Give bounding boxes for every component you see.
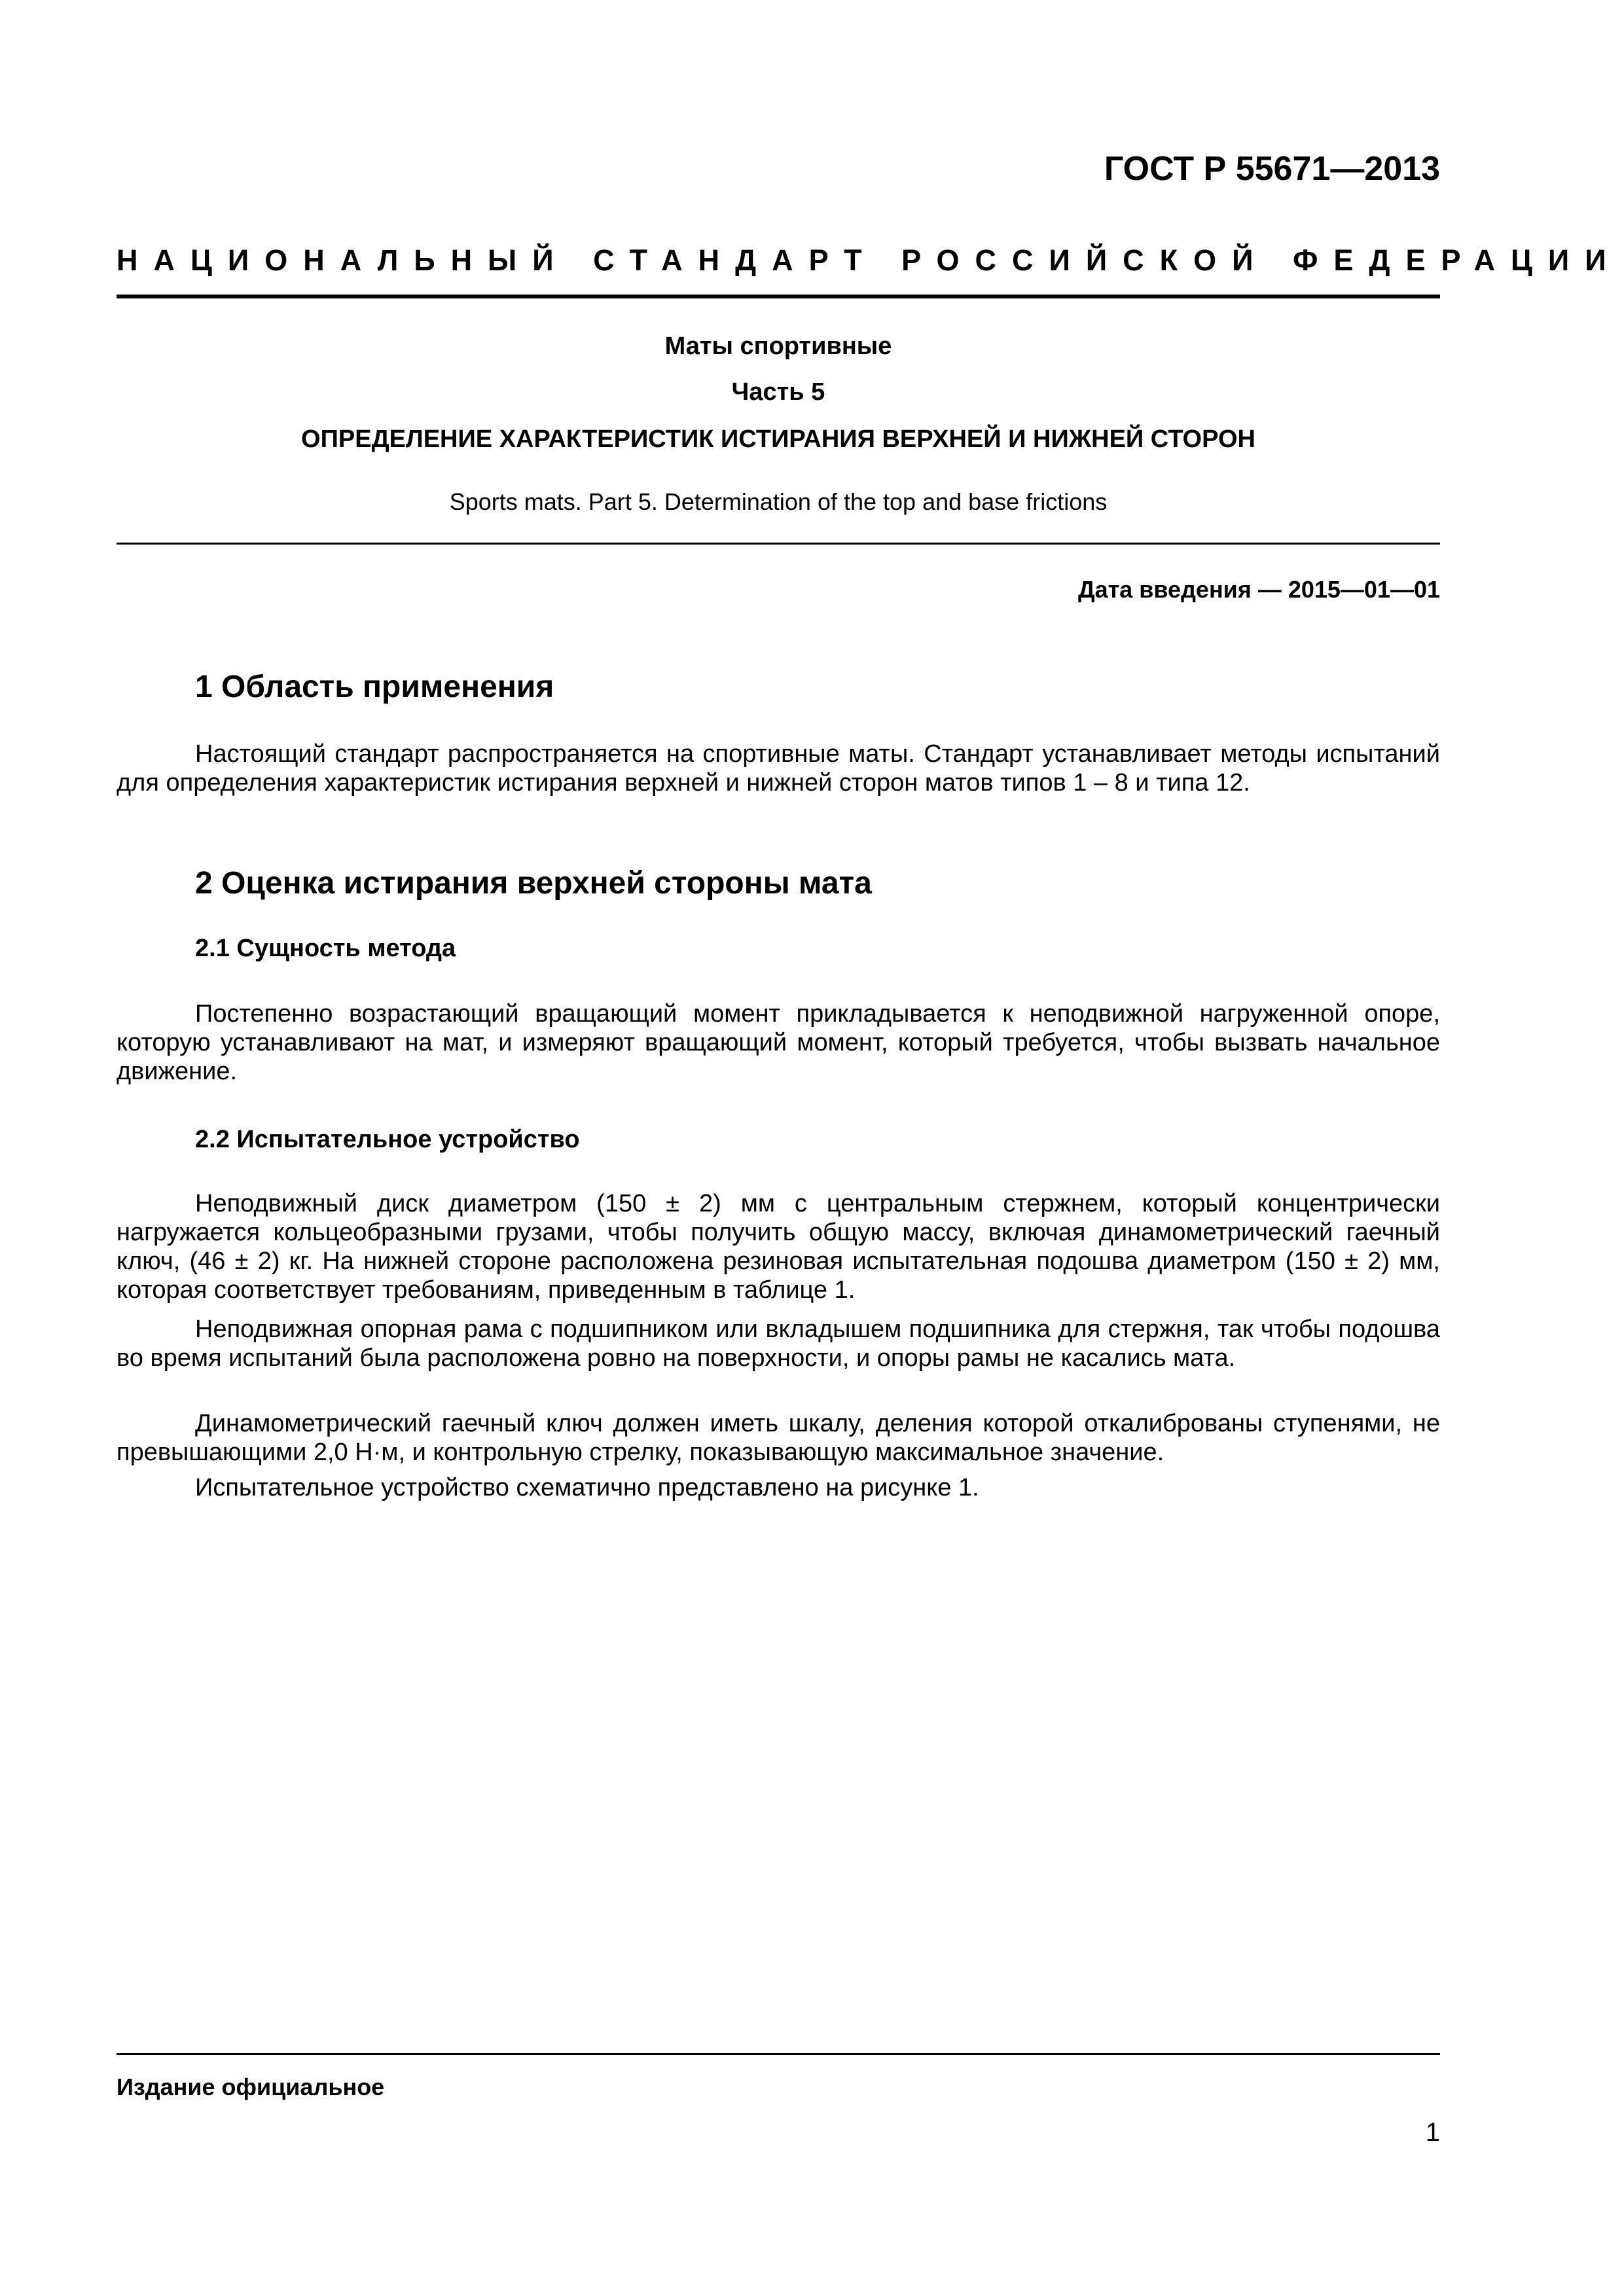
header-divider [117,295,1440,298]
section-2-1-paragraph: Постепенно возрастающий вращающий момент прикладывается к неподвижной нагруженной опоре, которую устанавливают на мат, и измеряют вращающий момент, который требуется, чтобы вызвать начальное движение. [117,1000,1440,1085]
section-2-heading: 2 Оценка истирания верхней стороны мата [195,866,872,901]
standard-designation: ГОСТ Р 55671—2013 [1104,150,1440,188]
section-1-heading: 1 Область применения [195,670,554,704]
section-2-2-heading: 2.2 Испытательное устройство [195,1126,580,1153]
page-number: 1 [1425,2118,1440,2147]
official-edition-label: Издание официальное [117,2073,385,2100]
date-of-introduction: Дата введения — 2015—01—01 [1077,576,1440,603]
title-line-1: Маты спортивные [664,332,892,360]
section-2-2-paragraph-3: Динамометрический гаечный ключ должен иметь шкалу, деления которой откалиброваны ступенями, не превышающими 2,0 Н·м, и контрольную стрелку, показывающую максимальное значение. [117,1410,1440,1466]
national-standard-banner: НАЦИОНАЛЬНЫЙ СТАНДАРТ РОССИЙСКОЙ ФЕДЕРАЦИИ [117,243,1622,277]
section-2-2-paragraph-2: Неподвижная опорная рама с подшипником или вкладышем подшипника для стержня, так чтобы подошва во время испытаний была расположена ровно на поверхности, и опоры рамы не касались мата. [117,1316,1440,1372]
section-2-1-heading: 2.1 Сущность метода [195,935,456,962]
title-divider [117,543,1440,545]
title-line-2: Часть 5 [731,378,825,406]
section-1-paragraph: Настоящий стандарт распространяется на спортивные маты. Стандарт устанавливает методы испытаний для определения характеристик истирания верхней и нижней сторон матов типов 1 – 8 и типа 12. [117,740,1440,797]
section-2-2-paragraph-1: Неподвижный диск диаметром (150 ± 2) мм с центральным стержнем, который концентрически нагружается кольцеобразными грузами, чтобы получить общую массу, включая динамометрический гаечный ключ, (46 ± 2) кг. На нижней стороне расположена резиновая испытательная подошва диаметром (150 ± 2) мм, которая соответствует требованиям, приведенным в таблице 1. [117,1190,1440,1304]
footer-divider [117,2053,1440,2055]
section-2-2-paragraph-4: Испытательное устройство схематично представлено на рисунке 1. [195,1474,979,1501]
title-line-3: ОПРЕДЕЛЕНИЕ ХАРАКТЕРИСТИК ИСТИРАНИЯ ВЕРХНЕЙ И НИЖНЕЙ СТОРОН [301,425,1255,453]
english-title: Sports mats. Part 5. Determination of the top and base frictions [449,488,1108,515]
